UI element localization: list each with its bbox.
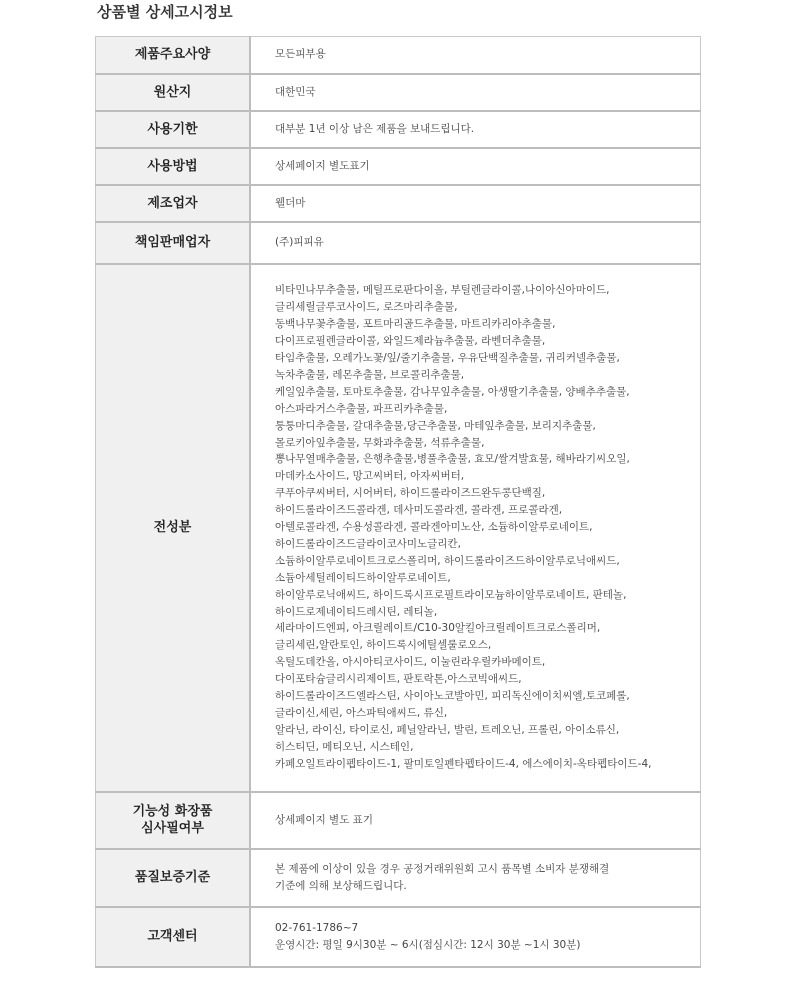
ingredient-line: 히스티딘, 메티오닌, 시스테인, xyxy=(275,740,414,753)
quality-line: 본 제품에 이상이 있을 경우 공정거래위원회 고시 품목별 소비자 분쟁해결 xyxy=(275,862,610,875)
row-label-seller: 책임판매업자 xyxy=(96,222,251,264)
row-label-usage: 사용방법 xyxy=(96,148,251,185)
row-label-quality: 품질보증기준 xyxy=(96,849,251,907)
table-row xyxy=(96,37,701,74)
row-value-functional: 상세페이지 별도 표기 xyxy=(250,792,701,849)
ingredient-line: 타임추출물, 오레가노꽃/잎/줄기추출물, 우유단백질추출물, 귀리커넬추출물, xyxy=(275,351,620,364)
ingredient-line: 소듐하이알루로네이트크로스폴리머, 하이드롤라이즈드하이알루로닉애씨드, xyxy=(275,554,620,567)
row-value-main-spec: 모든피부용 xyxy=(250,37,701,74)
ingredient-line: 비타민나무추출물, 메틸프로판다이올, 부틸렌글라이콜,나이아신아마이드, xyxy=(275,284,610,297)
row-value-quality xyxy=(250,849,701,907)
row-label-manufacturer: 제조업자 xyxy=(96,185,251,222)
row-label-customer: 고객센터 xyxy=(96,907,251,967)
row-value-usage: 상세페이지 별도표기 xyxy=(250,148,701,185)
table-row xyxy=(96,111,701,148)
row-label-functional-line1: 기능성 화장품 xyxy=(132,804,213,819)
ingredient-line: 세라마이드엔피, 아크릴레이트/C10-30알킬아크릴레이트크로스폴리머, xyxy=(275,622,601,635)
quality-line: 기준에 의해 보상해드립니다. xyxy=(275,879,407,892)
row-value-customer xyxy=(250,907,701,967)
ingredient-line: 케일잎추출물, 토마토추출물, 감나무잎추출물, 아생딸기추출물, 양배추추출물, xyxy=(275,385,630,398)
ingredient-line: 하이드로제네이티드레시틴, 레티놀, xyxy=(275,605,438,618)
page-title: 상품별 상세고시정보 xyxy=(97,3,233,21)
table-row xyxy=(96,185,701,222)
ingredient-line: 다이프로필렌글라이콜, 와일드제라늄추출물, 라벤더추출물, xyxy=(275,335,546,348)
ingredient-line: 동백나무꽃추출물, 포트마리골드추출물, 마트리카리아추출물, xyxy=(275,318,556,331)
table-row xyxy=(96,792,701,849)
ingredient-line: 하이드롤라이즈드콜라겐, 데사미도콜라겐, 콜라겐, 프로콜라겐, xyxy=(275,504,563,517)
table-row xyxy=(96,849,701,907)
row-value-origin: 대한민국 xyxy=(250,74,701,111)
ingredient-line: 글리세린,알란토인, 하이드록시에틸셀룰로오스, xyxy=(275,639,492,652)
ingredient-line: 뽕나무열매추출물, 은행추출물,병풀추출물, 효모/쌀겨발효물, 해바라기씨오일, xyxy=(275,453,630,466)
row-label-origin: 원산지 xyxy=(96,74,251,111)
row-label-expiry: 사용기한 xyxy=(96,111,251,148)
table-row xyxy=(96,264,701,792)
ingredient-line: 소듐아세틸레이티드하이알루로네이트, xyxy=(275,571,451,584)
row-value-ingredients xyxy=(250,264,701,792)
ingredient-line: 다이포타슘글리시리제이트, 판토락톤,아스코빅애씨드, xyxy=(275,673,522,686)
ingredient-line: 아텔로콜라겐, 수용성콜라겐, 콜라겐아미노산, 소듐하이알루로네이트, xyxy=(275,521,593,534)
table-row xyxy=(96,148,701,185)
row-label-ingredients: 전성분 xyxy=(96,264,251,792)
ingredient-line: 퉁퉁마디추출물, 갈대추출물,당근추출물, 마테잎추출물, 보리지추출물, xyxy=(275,419,596,432)
product-info-table xyxy=(95,36,701,968)
row-label-main-spec: 제품주요사양 xyxy=(96,37,251,74)
ingredient-line: 마데카소사이드, 망고씨버터, 아자씨버터, xyxy=(275,470,465,483)
ingredient-line: 몰로키아잎추출물, 무화과추출물, 석류추출물, xyxy=(275,436,485,449)
customer-hours: 운영시간: 평일 9시30분 ~ 6시(점심시간: 12시 30분 ~1시 30분) xyxy=(275,938,581,951)
ingredient-line: 쿠푸아쿠씨버터, 시어버터, 하이드롤라이즈드완두콩단백질, xyxy=(275,487,546,500)
ingredient-line: 옥틸도데칸올, 아시아티코사이드, 이눌린라우릴카바메이트, xyxy=(275,656,546,669)
table-row xyxy=(96,222,701,264)
row-label-functional xyxy=(96,792,251,849)
row-value-manufacturer: 웰더마 xyxy=(250,185,701,222)
ingredient-line: 글리세릴글루코사이드, 로즈마리추출물, xyxy=(275,301,458,314)
ingredient-line: 녹차추출물, 레몬추출물, 브로콜리추출물, xyxy=(275,368,465,381)
ingredient-line: 아스파라거스추출물, 파프리카추출물, xyxy=(275,402,448,415)
row-value-seller: (주)피피유 xyxy=(250,222,701,264)
customer-phone: 02-761-1786~7 xyxy=(275,921,359,934)
ingredient-line: 글라이신,세린, 아스파틱애씨드, 류신, xyxy=(275,707,448,720)
ingredient-line: 하이드롤라이즈드글라이코사미노글리칸, xyxy=(275,537,461,550)
ingredient-line: 알라닌, 라이신, 타이로신, 페닐알라닌, 발린, 트레오닌, 프롤린, 아이소류신, xyxy=(275,723,620,736)
row-value-expiry: 대부분 1년 이상 남은 제품을 보내드립니다. xyxy=(250,111,701,148)
ingredient-line: 하이드롤라이즈드엘라스틴, 사이아노코발아민, 피리독신에이치씨엘,토코페롤, xyxy=(275,690,630,703)
ingredient-line: 카페오일트라이펩타이드-1, 팔미토일펜타펩타이드-4, 에스에이치-옥타펩타이드-4, xyxy=(275,757,652,770)
table-row xyxy=(96,907,701,967)
row-label-functional-line2: 심사필여부 xyxy=(141,821,204,836)
ingredient-line: 하이알루로닉애씨드, 하이드록시프로필트라이모늄하이알루로네이트, 판테놀, xyxy=(275,588,627,601)
table-row xyxy=(96,74,701,111)
